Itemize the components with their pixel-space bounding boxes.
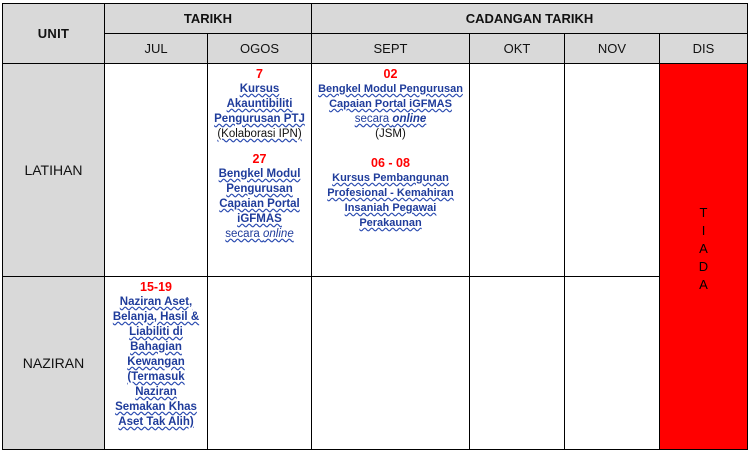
event-title: Naziran Aset, Belanja, Hasil & Liabiliti di Bahagian Kewangan (Termasuk Naziran Semakan Khas Aset Tak Alih) — [112, 296, 200, 428]
header-tarikh — [105, 4, 312, 34]
event-date: 7 — [256, 67, 263, 81]
header-month-ogos — [208, 34, 312, 64]
header-month-dis — [660, 34, 748, 64]
month-label: SEPT — [373, 41, 408, 56]
event-title: Bengkel Modul Pengurusan Capaian Portal iGFMAS — [218, 168, 301, 225]
cell-latihan-jul — [105, 64, 208, 277]
header-unit-label: UNIT — [37, 26, 70, 41]
cell-latihan-sept — [312, 64, 470, 277]
row-label-naziran-text: NAZIRAN — [22, 355, 85, 371]
event-title: Kursus Akauntibiliti Pengurusan PTJ — [214, 83, 305, 125]
cell-naziran-okt — [470, 277, 565, 450]
tiada-letter: D — [698, 259, 709, 274]
event-date: 27 — [252, 152, 267, 166]
cell-dis-tiada — [660, 64, 748, 450]
event-note: (Kolaborasi IPN) — [217, 128, 302, 140]
header-tarikh-label: TARIKH — [183, 11, 233, 26]
header-unit — [3, 4, 105, 64]
cell-naziran-ogos — [208, 277, 312, 450]
tiada-letter: A — [699, 277, 708, 292]
tiada-letter: I — [701, 223, 706, 238]
event-bengkel-igfmas-sept — [316, 67, 465, 142]
event-date: 02 — [383, 67, 398, 81]
row-label-latihan — [3, 64, 105, 277]
event-kursus-akauntibiliti — [214, 67, 305, 142]
event-mode-secara: secara — [354, 113, 390, 125]
cell-latihan-okt — [470, 64, 565, 277]
month-label: JUL — [144, 41, 168, 56]
month-label: OKT — [503, 41, 531, 56]
header-cadangan-label: CADANGAN TARIKH — [465, 11, 594, 26]
event-note: (JSM) — [375, 128, 406, 140]
header-month-okt — [470, 34, 565, 64]
tiada-letter: T — [699, 205, 708, 220]
schedule-table — [2, 3, 748, 450]
month-label: DIS — [692, 41, 715, 56]
event-title: Kursus Pembangunan Profesional - Kemahiran Insaniah Pegawai Perakaunan — [327, 172, 454, 229]
cell-naziran-sept — [312, 277, 470, 450]
event-date: 06 - 08 — [371, 156, 410, 170]
header-month-nov — [565, 34, 660, 64]
tiada-letter: A — [699, 241, 708, 256]
header-cadangan — [312, 4, 748, 34]
cell-naziran-jul — [105, 277, 208, 450]
event-mode-online: online — [392, 113, 427, 125]
month-label: NOV — [597, 41, 627, 56]
event-mode — [316, 112, 465, 127]
event-mode-secara: secara — [225, 228, 260, 240]
header-month-jul — [105, 34, 208, 64]
event-kursus-pembangunan — [316, 156, 465, 231]
event-title: Bengkel Modul Pengurusan Capaian Portal iGFMAS — [318, 83, 463, 110]
row-label-latihan-text: LATIHAN — [24, 162, 83, 178]
event-date: 15-19 — [140, 280, 172, 294]
cell-naziran-nov — [565, 277, 660, 450]
month-label: OGOS — [239, 41, 279, 56]
cell-latihan-nov — [565, 64, 660, 277]
event-mode — [214, 227, 305, 242]
header-month-sept — [312, 34, 470, 64]
event-bengkel-igfmas — [214, 152, 305, 242]
row-label-naziran — [3, 277, 105, 450]
event-mode-online: online — [263, 228, 294, 240]
cell-latihan-ogos — [208, 64, 312, 277]
tiada-label — [660, 204, 747, 294]
